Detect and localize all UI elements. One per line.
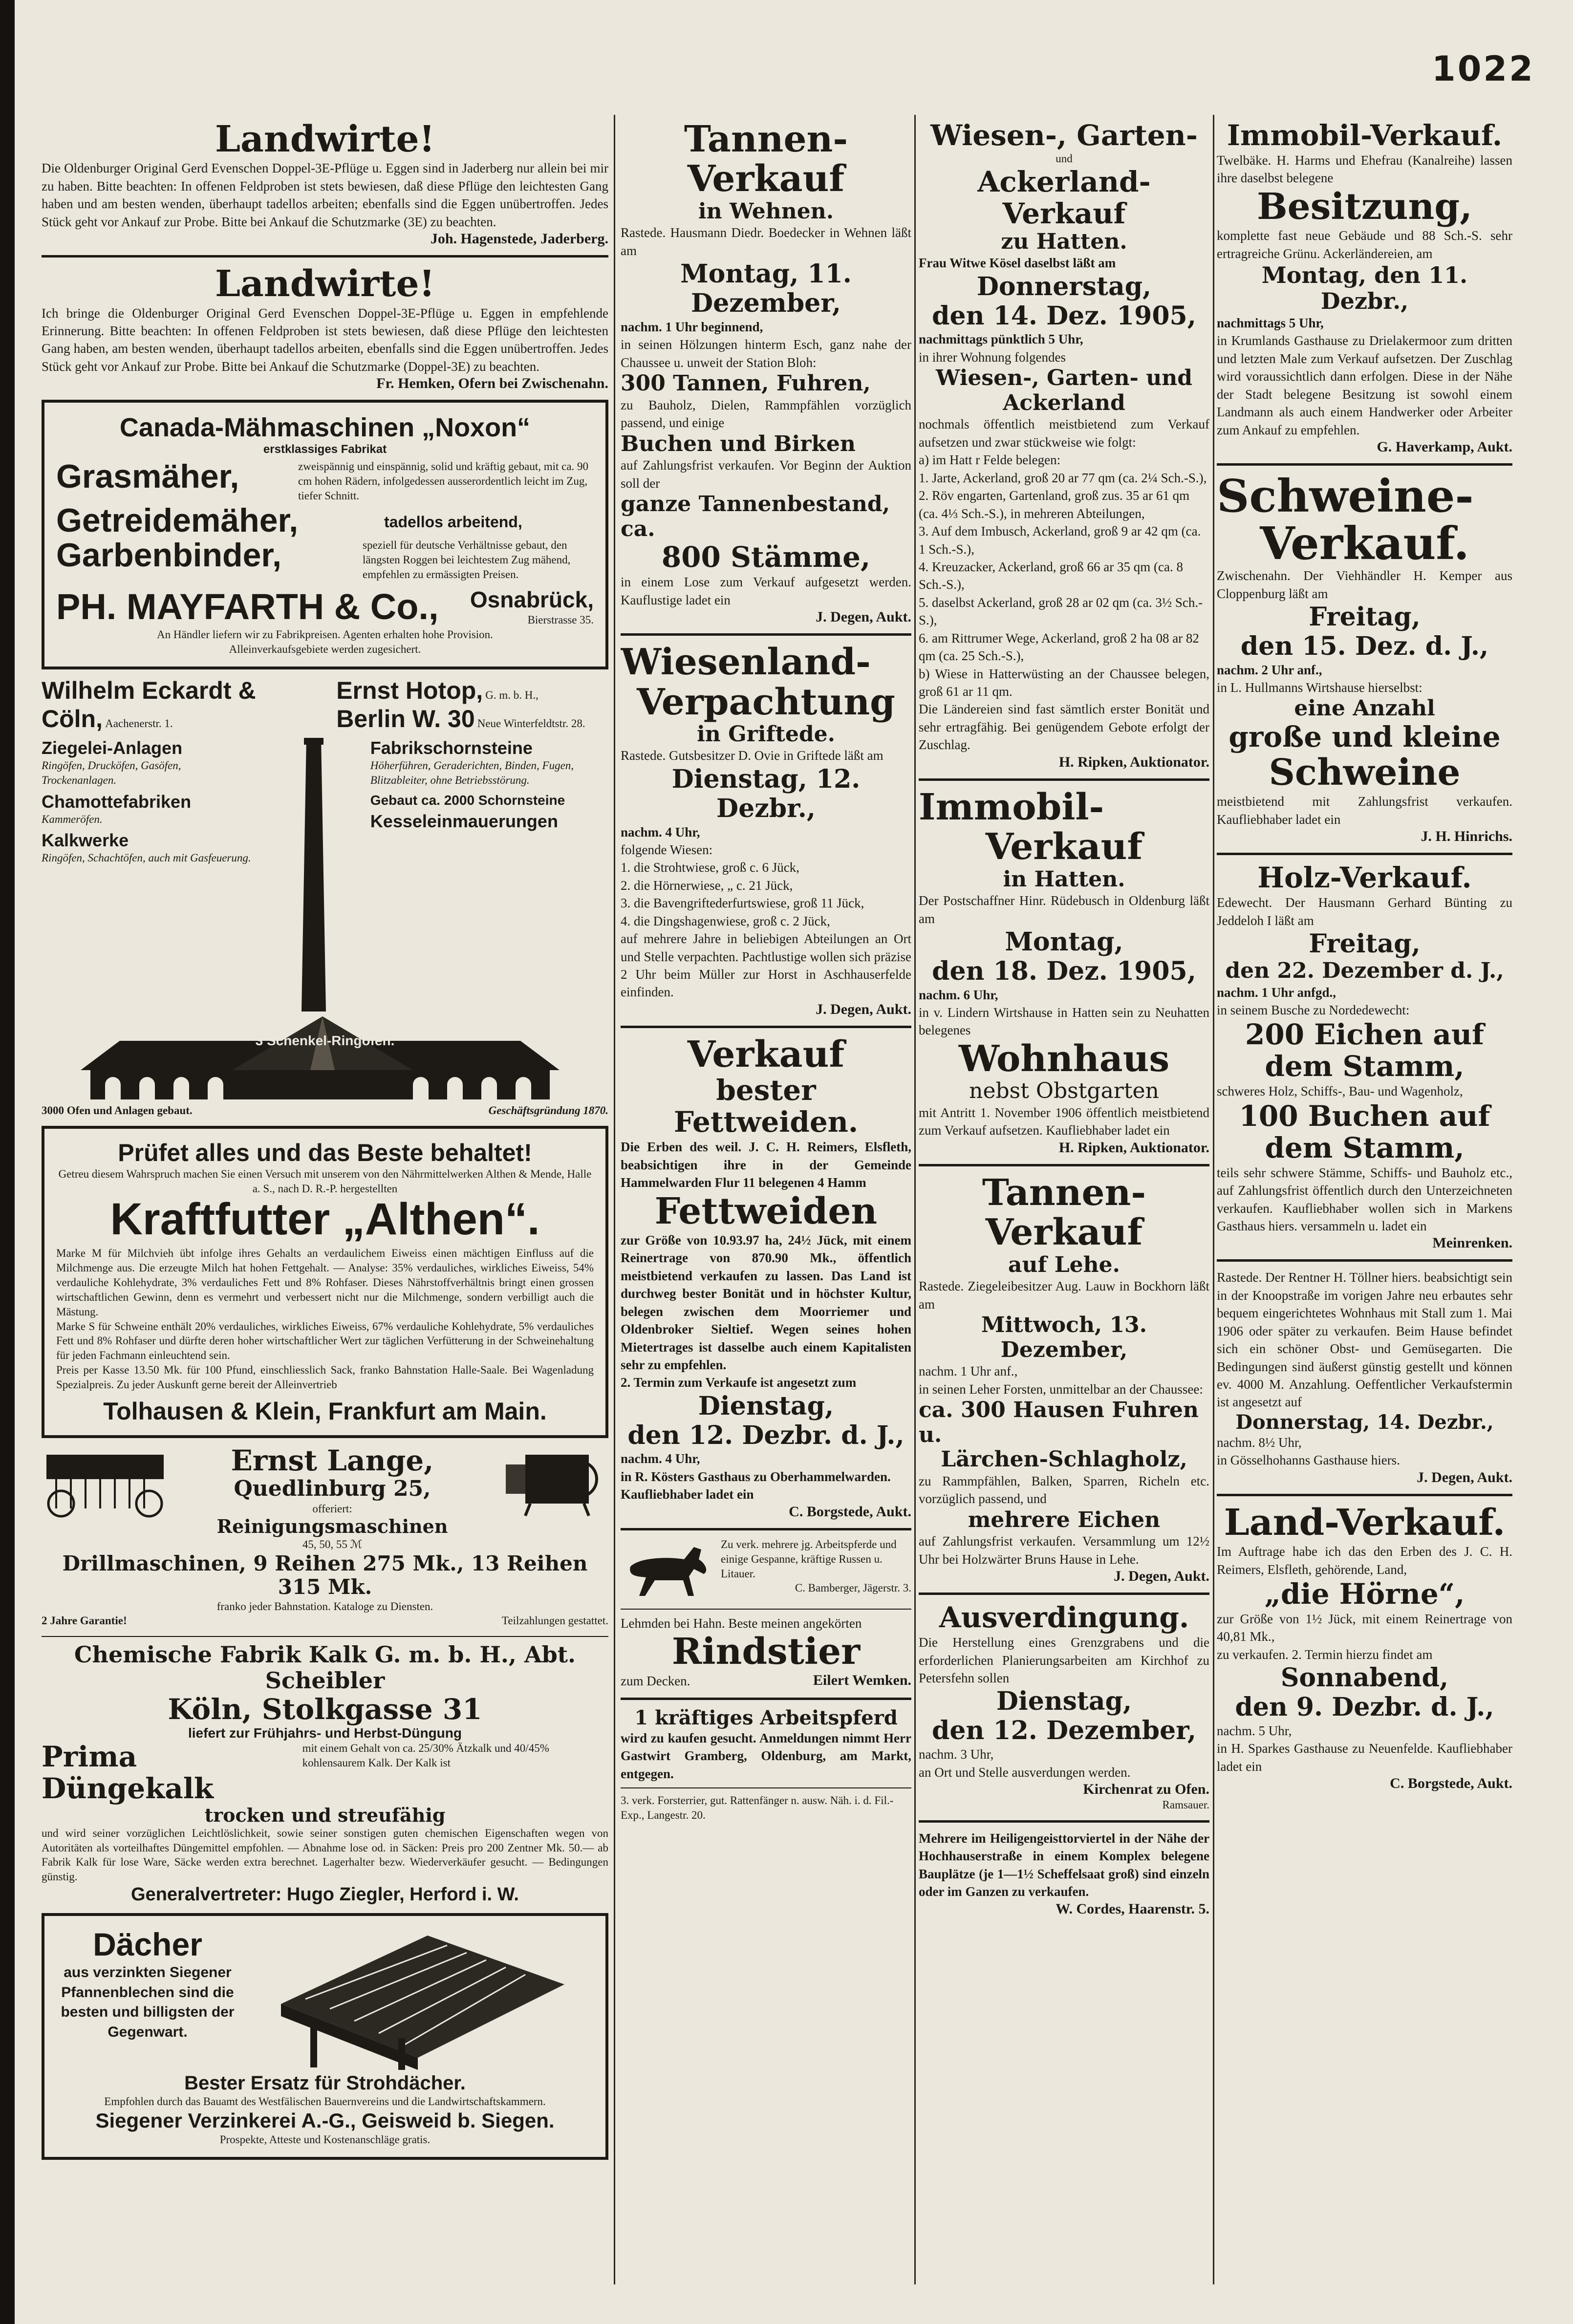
ad-title: Ausverdingung. bbox=[939, 1602, 1189, 1635]
ringofen-illustration bbox=[42, 1011, 603, 1104]
ad-body: wird zu kaufen gesucht. Anmeldungen nimmt Herr Gastwirt Gramberg, Oldenburg, am Markt, entgegen. bbox=[621, 1731, 911, 1781]
list-item: b) Wiese in Hatterwüsting an der Chaussee belegen, groß 61 ar 11 qm. bbox=[919, 666, 1209, 699]
ad-body: Lehmden bei Hahn. Beste meinen angekörten bbox=[621, 1615, 862, 1631]
ad-body: Die Erben des weil. J. C. H. Reimers, Elsfleth, beabsichtigen ihre in der Gemeinde Hammelwarden Flur 11 belegenen 4 Hamm bbox=[621, 1140, 911, 1190]
ad-body: zu verkaufen. 2. Termin hierzu findet am bbox=[1217, 1647, 1433, 1662]
divider bbox=[621, 633, 911, 636]
ad-title: Verkauf bbox=[687, 1034, 845, 1076]
agent: Generalvertreter: Hugo Ziegler, Herford i. W. bbox=[131, 1884, 519, 1905]
ad-body: in seinen Hölzungen hinterm Esch, ganz nahe der Chaussee u. unweit der Station Bloh: bbox=[621, 337, 911, 370]
divider bbox=[621, 1609, 911, 1610]
auction-date: Dienstag, bbox=[698, 1391, 834, 1421]
ad-intro: Getreu diesem Wahrspruch machen Sie einen Versuch mit unserem von den Nährmittelwerken Althen & Mende, Halle a. S., nach D. R.-P. hergestellten bbox=[58, 1167, 592, 1195]
ad-subtitle: auf Lehe. bbox=[1008, 1252, 1120, 1277]
ad-highlight: „die Hörne“, bbox=[1264, 1577, 1465, 1611]
ad-highlight: eine Anzahl bbox=[1294, 696, 1435, 721]
auction-date: den 15. Dez. d. J., bbox=[1240, 631, 1489, 661]
ad-body: in H. Sparkes Gasthause zu Neuenfelde. Kaufliebhaber ladet ein bbox=[1217, 1741, 1512, 1774]
ad-body: in v. Lindern Wirtshause in Hatten sein zu Neuhatten belegenes bbox=[919, 1005, 1209, 1038]
divider bbox=[621, 1026, 911, 1028]
ad-body: zur Größe von 1½ Jück, mit einem Reinertrage von 40,81 Mk., bbox=[1217, 1611, 1512, 1644]
product-name: Reinigungsmaschinen bbox=[216, 1515, 448, 1538]
ad-body: mit Antritt 1. November 1906 öffentlich meistbietend zum Verkauf aufsetzen. Kaufliebhaber ladet ein bbox=[919, 1105, 1209, 1138]
ad-terms: franko jeder Bahnstation. Kataloge zu Diensten. bbox=[216, 1600, 433, 1613]
ad-toellner bbox=[1217, 1269, 1512, 1485]
firm-name: Ernst Hotop, bbox=[336, 676, 483, 704]
list-item: 1. die Strohtwiese, groß c. 6 Jück, bbox=[621, 860, 799, 875]
ad-subhead: Bester Ersatz für Strohdächer. bbox=[184, 2072, 466, 2094]
ad-title: Immobil-Verkauf. bbox=[1227, 120, 1503, 152]
ad-highlight: 100 Buchen auf bbox=[1239, 1099, 1490, 1133]
divider bbox=[621, 1528, 911, 1530]
ad-title: Ackerland-Verkauf bbox=[977, 165, 1151, 230]
ad-highlight: Wohnhaus bbox=[958, 1037, 1170, 1080]
ad-body: Twelbäke. H. Harms und Ehefrau (Kanalreihe) lassen ihre daselbst belegene bbox=[1217, 152, 1512, 186]
ad-highlight: Lärchen-Schlagholz, bbox=[941, 1447, 1187, 1472]
divider bbox=[42, 255, 608, 258]
auction-place: in R. Kösters Gasthaus zu Oberhammelwarden. bbox=[621, 1469, 891, 1484]
ad-title: Tannen-Verkauf bbox=[982, 1173, 1146, 1254]
auction-time: nachmittags 5 Uhr, bbox=[1217, 315, 1324, 330]
installments: Teilzahlungen gestattet. bbox=[501, 1614, 608, 1627]
auction-date: Dienstag, 12. Dezbr., bbox=[671, 764, 861, 823]
ad-body: in Gösselhohanns Gasthause hiers. bbox=[1217, 1453, 1400, 1468]
product-garben: Garbenbinder, bbox=[56, 537, 281, 574]
ad-body: folgende Wiesen: bbox=[621, 842, 713, 857]
ad-body: auf mehrere Jahre in beliebigen Abteilungen an Ort und Stelle verpachten. Pachtlustige wollen sich präzise 2 Uhr beim Müller zur Horst in Aschhauserfelde einfinden. bbox=[621, 931, 911, 1000]
ad-heiligengeist bbox=[919, 1829, 1209, 1917]
ad-title: Canada-Mähmaschinen „Noxon“ bbox=[119, 413, 531, 443]
ad-highlight: 200 Eichen auf bbox=[1245, 1018, 1484, 1052]
firm-name: PH. MAYFARTH & Co., bbox=[56, 586, 439, 627]
firm-name: Wilhelm Eckardt & bbox=[42, 676, 256, 704]
ad-signature: Ramsauer. bbox=[1162, 1798, 1209, 1811]
product-getreide: Getreidemäher, bbox=[56, 501, 299, 539]
service-sub: Höherführen, Geraderichten, Binden, Fugen, Blitzableiter, ohne Betriebsstörung. bbox=[370, 759, 574, 786]
ad-highlight: Besitzung, bbox=[1257, 185, 1472, 228]
ad-paragraph: Marke S für Schweine enthält 20% verdauliches, wirkliches Eiweiss, 67% verdauliche Kohlehydrate, 5% verdauliches Fett und 8% Rohfaser und dürfte deren hoher wirtschaftlicher Wert zur täglichen Verfütterung in der Schweinehaltung für jeden Fachmann einleuchtend sein. bbox=[56, 1320, 594, 1362]
divider bbox=[919, 1592, 1209, 1595]
ad-paragraph: Preis per Kasse 13.50 Mk. für 100 Pfund, einschliesslich Sack, franko Bahnstation Halle-Saale. Bei Wagenladung Spezialpreis. Zu jeder Auskunft gerne bereit der Alleinvertrieb bbox=[56, 1364, 594, 1391]
column-rule bbox=[1213, 115, 1214, 2284]
divider bbox=[621, 1787, 911, 1788]
auction-date: den 9. Dezbr. d. J., bbox=[1235, 1692, 1494, 1722]
ad-title: Dächer bbox=[93, 1926, 202, 1963]
ad-headline: Prüfet alles und das Beste behaltet! bbox=[118, 1139, 532, 1166]
service-head: Kalkwerke bbox=[42, 830, 129, 851]
ad-title: Verkauf. bbox=[1260, 516, 1469, 570]
auction-date: den 22. Dezember d. J., bbox=[1225, 958, 1504, 983]
ad-note: Empfohlen durch das Bauamt des Westfälischen Bauernvereins und die Landwirtschaftskammern. bbox=[104, 2095, 546, 2108]
firm-name: Chemische Fabrik Kalk G. m. b. H., Abt. Scheibler bbox=[74, 1642, 576, 1694]
ad-highlight: dem Stamm, bbox=[1265, 1131, 1465, 1164]
firm-city: Köln, Stolkgasse 31 bbox=[168, 1693, 482, 1726]
roof-illustration bbox=[252, 1926, 594, 2072]
auction-time: nachmittags pünktlich 5 Uhr, bbox=[919, 332, 1083, 347]
ad-fettweiden bbox=[621, 1035, 911, 1520]
ad-holz bbox=[1217, 862, 1512, 1251]
ad-body: in ihrer Wohnung folgendes bbox=[919, 349, 1066, 365]
offer-label: offeriert: bbox=[312, 1502, 352, 1515]
list-item: 1. Jarte, Ackerland, groß 20 ar 77 qm (ca. 2¼ Sch.-S.), bbox=[919, 470, 1207, 485]
firm-city: Quedlinburg 25, bbox=[234, 1476, 431, 1501]
list-item: 4. die Dingshagenwiese, groß c. 2 Jück, bbox=[621, 913, 830, 928]
divider bbox=[919, 1164, 1209, 1166]
ad-highlight: Rindstier bbox=[671, 1631, 861, 1673]
binding-spine bbox=[0, 0, 15, 2324]
service-head: Gebaut ca. 2000 Schornsteine bbox=[370, 792, 565, 808]
product-note: mit einem Gehalt von ca. 25/30% Ätzkalk und 40/45% kohlensaurem Kalk. Der Kalk ist bbox=[302, 1742, 549, 1769]
ad-title: Landwirte! bbox=[215, 120, 435, 160]
column-2 bbox=[621, 115, 911, 2284]
ad-signature: Kirchenrat zu Ofen. bbox=[1083, 1781, 1209, 1797]
firm-gmbh: G. m. b. H., bbox=[485, 689, 539, 701]
product-note: tadellos arbeitend, bbox=[384, 513, 522, 531]
ad-body: nochmals öffentlich meistbietend zum Verkauf aufsetzen und zwar stückweise wie folgt: bbox=[919, 417, 1209, 450]
ad-kalk bbox=[42, 1642, 608, 1905]
ad-body: Ich bringe die Oldenburger Original Gerd Evenschen Doppel-3E-Pflüge u. Eggen in empfehlende Erinnerung. Bitte beachten: In offenen Feldproben ist stets bewiesen, daß diese Pflüge den leichtesten Gang haben, am besten wenden, überhaupt tadellos arbeiten, ebenfalls sind die Eggen unübertroffen. Jedes Stück geht vor Ankauf zur Probe. Bitte bei Ankauf die Schutzmarke (Doppel-3E) zu beachten. bbox=[42, 305, 608, 374]
ad-body: Rastede. Der Rentner H. Töllner hiers. beabsichtigt sein in der Knoopstraße im vorigen Jahre neu erbautes sehr bequem eingerichtetes Wohnhaus mit Stall zum 1. Mai 1906 oder später zu verkaufen. Beim Hause befindet sich ein schöner Obst- und Gemüsegarten. Die Bedingungen sind äußerst günstig gestellt und können ev. 4000 M. Anzahlung. Oeffentlicher Verkaufstermin ist angesetzt auf bbox=[1217, 1270, 1512, 1410]
ad-body: Rastede. Hausmann Diedr. Boedecker in Wehnen läßt am bbox=[621, 225, 911, 258]
ad-body: Kaufliebhaber ladet ein bbox=[621, 1487, 754, 1502]
firm-city: Berlin W. 30 bbox=[336, 705, 475, 732]
firm-street: Neue Winterfeldtstr. 28. bbox=[477, 717, 585, 730]
service-sub: Ringöfen, Drucköfen, Gasöfen, Trockenanlagen. bbox=[42, 759, 181, 786]
ad-highlight: Ackerland bbox=[1003, 390, 1125, 415]
ad-line: liefert zur Frühjahrs- und Herbst-Düngung bbox=[188, 1725, 462, 1741]
stat-left: 3000 Ofen und Anlagen gebaut. bbox=[42, 1104, 193, 1117]
ad-eckardt-hotop bbox=[42, 676, 608, 1118]
ad-body: zu Rammpfählen, Balken, Sparren, Richeln etc. vorzüglich passend, und bbox=[919, 1473, 1209, 1506]
auction-time: nachm. 6 Uhr, bbox=[919, 987, 998, 1002]
ad-title: Verpachtung bbox=[637, 681, 895, 723]
list-item: 6. am Rittrumer Wege, Ackerland, groß 2 ha 08 ar 82 qm (ca. 25 Sch.-S.), bbox=[919, 630, 1199, 664]
ad-subtitle: in Wehnen. bbox=[698, 198, 834, 224]
firm-city: Osnabrück, bbox=[470, 587, 594, 613]
column-3 bbox=[919, 115, 1209, 2284]
product-prices: 45, 50, 55 ℳ bbox=[302, 1538, 363, 1551]
ad-lange bbox=[42, 1445, 608, 1628]
auction-date: Montag, den 11. Dezbr., bbox=[1261, 262, 1468, 314]
auction-date: Freitag, bbox=[1309, 929, 1421, 959]
ad-title: Tannen-Verkauf bbox=[684, 120, 848, 200]
divider bbox=[1217, 463, 1512, 466]
list-item: 2. die Hörnerwiese, „ c. 21 Jück, bbox=[621, 878, 793, 893]
list-item: 2. Röv engarten, Gartenland, groß zus. 35 ar 61 qm (ca. 4⅓ Sch.-S.), in mehreren Abteilungen, bbox=[919, 488, 1190, 521]
auction-date: den 12. Dezbr. d. J., bbox=[627, 1420, 905, 1450]
ad-noxon bbox=[42, 400, 608, 669]
ad-signature: H. Ripken, Auktionator. bbox=[1058, 753, 1209, 770]
ad-ausverdingung bbox=[919, 1602, 1209, 1812]
ad-subtitle: zu Hatten. bbox=[1001, 229, 1127, 254]
firm-name: Siegener Verzinkerei A.-G., Geisweid b. Siegen. bbox=[95, 2109, 555, 2132]
ad-line: Alleinverkaufsgebiete werden zugesichert. bbox=[229, 643, 421, 655]
auction-time: nachm. 1 Uhr anf., bbox=[919, 1364, 1018, 1379]
ad-signature: Eilert Wemken. bbox=[813, 1672, 911, 1688]
ad-highlight: mehrere Eichen bbox=[968, 1507, 1161, 1532]
auction-date: den 12. Dezember, bbox=[932, 1716, 1196, 1746]
ad-highlight: Schweine bbox=[1269, 752, 1461, 794]
auction-time: nachm. 1 Uhr anfgd., bbox=[1217, 985, 1336, 1000]
service-sub: Ringöfen, Schachtöfen, auch mit Gasfeuerung. bbox=[42, 852, 251, 864]
ad-title: bester Fettweiden. bbox=[673, 1074, 859, 1139]
ad-schweine bbox=[1217, 473, 1512, 845]
auction-time: nachm. 5 Uhr, bbox=[1217, 1723, 1292, 1738]
ad-signature: Joh. Hagenstede, Jaderberg. bbox=[430, 231, 608, 247]
ad-foot: Prospekte, Atteste und Kostenanschläge gratis. bbox=[219, 2133, 431, 2146]
ad-immobil-hatten bbox=[919, 788, 1209, 1156]
auction-date: den 14. Dez. 1905, bbox=[932, 301, 1196, 331]
auction-date: Donnerstag, 14. Dezbr., bbox=[1235, 1410, 1494, 1434]
ad-tannen-wehnen bbox=[621, 120, 911, 625]
ad-rindstier bbox=[621, 1614, 911, 1690]
auction-date: Montag, bbox=[1005, 927, 1123, 957]
auction-time: nachm. 1 Uhr beginnend, bbox=[621, 319, 763, 334]
divider bbox=[919, 1820, 1209, 1823]
ad-subtitle: in Griftede. bbox=[697, 721, 835, 747]
ad-immobil-twelbaeke bbox=[1217, 120, 1512, 455]
ad-highlight: Buchen und Birken bbox=[621, 431, 856, 456]
firm-name: Tolhausen & Klein, Frankfurt am Main. bbox=[103, 1397, 547, 1425]
ad-title: Holz-Verkauf. bbox=[1257, 862, 1472, 895]
ad-signature: Meinrenken. bbox=[1432, 1235, 1512, 1251]
auction-date: Montag, 11. Dezember, bbox=[680, 259, 852, 319]
ad-body: in L. Hullmanns Wirtshause hierselbst: bbox=[1217, 680, 1422, 695]
ad-body: zu Bauholz, Dielen, Rammpfählen vorzüglich passend, und einige bbox=[621, 397, 911, 430]
list-subhead: a) im Hatt r Felde belegen: bbox=[919, 452, 1061, 468]
divider bbox=[919, 778, 1209, 781]
divider bbox=[1217, 1494, 1512, 1496]
ad-title: Schweine- bbox=[1217, 472, 1474, 522]
ad-title: 1 kräftiges Arbeitspferd bbox=[634, 1707, 898, 1729]
ad-body: zur Größe von 10.93.97 ha, 24½ Jück, mit einem Reinertrage von 870.90 Mk., öffentlich meistbietend verkaufen zu lassen. Das Land ist durchweg bester Bonität und in höchster Kultur, belegen zwischen dem Moorriemer und Oldenbroker Sieltief. Wegen seines hohen Mietertrages ist dasselbe auch einem Kapitalisten sehr zu empfehlen. bbox=[621, 1232, 911, 1372]
firm-name: Ernst Lange, bbox=[231, 1444, 434, 1477]
divider bbox=[1217, 1259, 1512, 1262]
ad-body: teils sehr schwere Stämme, Schiffs- und Bauholz etc., auf Zahlungsfrist öffentlich durch den Unterzeichneten verkaufen. Kaufliebhaber wollen sich in Markens Gasthaus hiers. versammeln u. ladet ein bbox=[1217, 1165, 1512, 1233]
ad-signature: W. Cordes, Haarenstr. 5. bbox=[1056, 1900, 1209, 1917]
divider bbox=[621, 1698, 911, 1700]
ad-body: 2. Termin zum Verkaufe ist angesetzt zum bbox=[621, 1375, 857, 1390]
auction-date: Dienstag, bbox=[996, 1686, 1132, 1717]
auction-date: Mittwoch, 13. Dezember, bbox=[981, 1313, 1147, 1362]
ad-body: aus verzinkten Siegener Pfannenblechen sind die besten und billigsten der Gegenwart. bbox=[61, 1964, 235, 2040]
firm-street: Aachenerstr. 1. bbox=[105, 717, 173, 730]
ad-horses bbox=[621, 1537, 911, 1601]
ad-highlight: ganze Tannenbestand, ca. bbox=[621, 492, 890, 541]
drill-offer: Drillmaschinen, 9 Reihen 275 Mk., 13 Reihen 315 Mk. bbox=[62, 1551, 588, 1599]
divider bbox=[1217, 853, 1512, 855]
service-head: Kesseleinmauerungen bbox=[370, 811, 558, 831]
list-item: 4. Kreuzacker, Ackerland, groß 66 ar 35 qm (ca. 8 Sch.-S.), bbox=[919, 559, 1183, 592]
service-head: Fabrikschornsteine bbox=[370, 737, 533, 758]
product-note: speziell für deutsche Verhältnisse gebaut, den längsten Roggen bei leichtestem Zug mähend, empfehlen zu ermässigten Preisen. bbox=[363, 539, 571, 581]
auction-date: Donnerstag, bbox=[976, 271, 1152, 301]
ad-title: Verkauf bbox=[985, 826, 1143, 868]
ad-body: Rastede. Ziegeleibesitzer Aug. Lauw in Bockhorn läßt am bbox=[919, 1279, 1209, 1312]
ad-landwirte-hagenstede bbox=[42, 120, 608, 247]
auction-date: den 18. Dez. 1905, bbox=[932, 956, 1196, 986]
ad-wiesenland bbox=[621, 643, 911, 1018]
ad-body: in einem Lose zum Verkauf aufgesetzt werden. Kauflustige ladet ein bbox=[621, 575, 911, 607]
list-item: 5. daselbst Ackerland, groß 28 ar 02 qm (ca. 3½ Sch.-S.), bbox=[919, 595, 1203, 628]
ad-body: Die Ländereien sind fast sämtlich erster Bonität und sehr ertragfähig. Bei genügendem Gebote erfolgt der Zuschlag. bbox=[919, 702, 1209, 753]
ad-body: Frau Witwe Kösel daselbst läßt am bbox=[919, 256, 1116, 271]
ad-title: Land-Verkauf. bbox=[1224, 1503, 1506, 1544]
ad-signature: C. Borgstede, Aukt. bbox=[789, 1503, 911, 1520]
divider bbox=[42, 1636, 608, 1637]
auction-time: nachm. 8½ Uhr, bbox=[1217, 1435, 1302, 1450]
product-note: zweispännig und einspännig, solid und kräftig gebaut, mit ca. 90 cm hohen Rädern, infolgedessen ausserordentlich leicht im Zug, tiefer Schnitt. bbox=[298, 460, 589, 502]
ad-althen bbox=[42, 1126, 608, 1438]
ad-body: Die Herstellung eines Grenzgrabens und die erforderlichen Planierungsarbeiten am Kirchhof zu Petersfehn sollen bbox=[919, 1635, 1209, 1686]
product-name: Prima Düngekalk bbox=[42, 1740, 214, 1806]
ad-body: zum Decken. bbox=[621, 1673, 690, 1688]
cleaning-machine-illustration bbox=[496, 1445, 608, 1518]
list-item: 3. die Bavengriftederfurtswiese, groß 11 Jück, bbox=[621, 896, 864, 911]
horse-icon bbox=[621, 1537, 713, 1601]
ad-signature: H. Ripken, Auktionator. bbox=[1058, 1139, 1209, 1156]
ad-body: meistbietend mit Zahlungsfrist verkaufen. Kaufliebhaber ladet ein bbox=[1217, 794, 1512, 827]
ad-title: Wiesen-, Garten- bbox=[930, 120, 1198, 152]
ad-signature: G. Haverkamp, Aukt. bbox=[1377, 438, 1512, 455]
auction-date: Freitag, bbox=[1309, 602, 1421, 632]
auction-time: nachm. 4 Uhr, bbox=[621, 824, 700, 839]
ad-body: Der Postschaffner Hinr. Rüdebusch in Oldenburg läßt am bbox=[919, 893, 1209, 926]
ad-signature: J. Degen, Aukt. bbox=[1114, 1568, 1209, 1585]
ad-title: Immobil- bbox=[919, 787, 1104, 828]
ad-subtitle: in Hatten. bbox=[1003, 866, 1125, 892]
chimney-illustration bbox=[284, 738, 343, 1011]
service-head: Chamottefabriken bbox=[42, 791, 192, 812]
product-quality: trocken und streufähig bbox=[204, 1804, 446, 1826]
ad-foot: 3. verk. Forsterrier, gut. Rattenfänger n. ausw. Näh. i. d. Fil.-Exp., Langestr. 20. bbox=[621, 1794, 894, 1822]
service-sub: Kammeröfen. bbox=[42, 813, 103, 825]
ad-body: Im Auftrage habe ich das den Erben des J. C. H. Reimers, Elsfleth, gehörende, Land, bbox=[1217, 1544, 1512, 1577]
ad-body: schweres Holz, Schiffs-, Bau- und Wagenholz, bbox=[1217, 1084, 1463, 1099]
ad-body: Zwischenahn. Der Viehhändler H. Kemper aus Cloppenburg läßt am bbox=[1217, 568, 1512, 601]
auction-time: nachm. 2 Uhr anf., bbox=[1217, 662, 1322, 677]
ad-paragraph: Marke M für Milchvieh übt infolge ihres Gehalts an verdaulichem Eiweiss einen mächtigen Einfluss auf die Milchmenge aus. Die erzeugte Milch hat hohen Fettgehalt. — Analyse: 35% verdauliches, wirkliches Eiweiss, 54% verdauliche Kohlehydrate, 3% verdauliches Fett und 8% Rohfaser. Dieses Nährstoffverhältnis bringt einen grossen wirtschaftlichen Gewinn, denn es vermehrt und verbessert nicht nur die Milchmenge, sondern verbilligt auch die Mästung. bbox=[56, 1247, 594, 1318]
firm-city: Cöln, bbox=[42, 705, 103, 732]
auction-time: nachm. 3 Uhr, bbox=[919, 1747, 994, 1762]
ad-body: in seinem Busche zu Nordedewecht: bbox=[1217, 1002, 1410, 1017]
ad-body: Edewecht. Der Hausmann Gerhard Bünting zu Jeddeloh I läßt am bbox=[1217, 895, 1512, 928]
ad-line: An Händler liefern wir zu Fabrikpreisen. Agenten erhalten hohe Provision. bbox=[157, 628, 493, 641]
product-grasmaher: Grasmäher, bbox=[56, 458, 239, 495]
ad-body: an Ort und Stelle ausverdungen werden. bbox=[919, 1765, 1131, 1780]
ad-signature: J. Degen, Aukt. bbox=[816, 1001, 911, 1017]
ad-body: auf Zahlungsfrist verkaufen. Vor Beginn der Auktion soll der bbox=[621, 458, 911, 491]
ad-daecher bbox=[42, 1913, 608, 2160]
ad-highlight: nebst Obstgarten bbox=[969, 1078, 1159, 1104]
ad-highlight: ca. 300 Hausen Fuhren u. bbox=[919, 1398, 1199, 1447]
ad-body: Mehrere im Heiligengeisttorviertel in der Nähe der Hochhauserstraße in einem Komplex belegene Bauplätze (je 1—1½ Scheffelsaat groß) sind einzeln oder im Ganzen zu verkaufen. bbox=[919, 1830, 1209, 1899]
ad-subtitle: erstklassiges Fabrikat bbox=[263, 443, 387, 456]
ad-title: und bbox=[1056, 152, 1073, 165]
ad-landverkauf bbox=[1217, 1503, 1512, 1792]
ad-body: in Krumlands Gasthause zu Drielakermoor zum dritten und letzten Male zum Verkauf aufsetzen. Der Zuschlag wird voraussichtlich dann erfolgen. Diese in der Nähe der Stadt belegene Besitzung ist sowohl einem Landmann als auch einem Handwerker oder Arbeiter zum Ankauf zu empfehlen. bbox=[1217, 333, 1512, 437]
ad-body: komplette fast neue Gebäude und 88 Sch.-S. sehr ertragreiche Grünu. Ackerländereien, am bbox=[1217, 228, 1512, 261]
ad-highlight: Fettweiden bbox=[654, 1190, 878, 1232]
firm-street: Bierstrasse 35. bbox=[527, 614, 594, 626]
ad-highlight: große und kleine bbox=[1228, 720, 1501, 754]
page-number: 1022 bbox=[1432, 49, 1535, 89]
ad-signature: J. Degen, Aukt. bbox=[816, 609, 911, 625]
oven-label: 3 Schenkel-Ringofen. bbox=[255, 1033, 395, 1048]
ad-arbeitspferd bbox=[621, 1707, 911, 1823]
ad-body: in seinen Leher Forsten, unmittelbar an der Chaussee: bbox=[919, 1381, 1203, 1397]
product-name: Kraftfutter „Althen“. bbox=[110, 1194, 540, 1245]
ad-title: Wiesenland- bbox=[621, 643, 871, 684]
stat-right: Geschäftsgründung 1870. bbox=[488, 1104, 608, 1117]
ad-title: Landwirte! bbox=[215, 264, 435, 305]
ad-landwirte-hemken bbox=[42, 264, 608, 392]
service-head: Ziegelei-Anlagen bbox=[42, 737, 183, 758]
ad-body: Zu verk. mehrere jg. Arbeitspferde und einige Gespanne, kräftige Russen u. Litauer. bbox=[721, 1538, 897, 1580]
ad-signature: J. Degen, Aukt. bbox=[1417, 1469, 1512, 1485]
ad-highlight: 800 Stämme, bbox=[661, 540, 871, 574]
auction-time: nachm. 4 Uhr, bbox=[621, 1451, 700, 1466]
ad-body: Rastede. Gutsbesitzer D. Ovie in Griftede läßt am bbox=[621, 748, 883, 763]
column-1 bbox=[42, 115, 608, 2284]
column-rule bbox=[914, 115, 916, 2284]
ad-highlight: dem Stamm, bbox=[1265, 1050, 1465, 1083]
column-4 bbox=[1217, 115, 1512, 2284]
list-item: 3. Auf dem Imbusch, Ackerland, groß 9 ar 42 qm (ca. 1 Sch.-S.), bbox=[919, 524, 1201, 557]
auction-date: Sonnabend, bbox=[1280, 1663, 1449, 1693]
ad-body: und wird seiner vorzüglichen Leichtlöslichkeit, sowie seiner sonstigen guten chemischen Eigenschaften wegen von Autoritäten als vorteilhaftes Düngemittel empfohlen. — Abnahme lose od. in Säcken: Preis pro 200 Zentner Mk. 50.— ab Fabrik Kalk für lose Ware, Säcke werden extra berechnet. Lagerhalter bezw. Wiederverkäufer gesucht. — Bedingungen günstig. bbox=[42, 1827, 608, 1883]
seed-drill-illustration bbox=[42, 1445, 169, 1518]
column-rule bbox=[614, 115, 615, 2284]
ad-signature: C. Borgstede, Aukt. bbox=[1390, 1775, 1512, 1792]
ad-signature: J. H. Hinrichs. bbox=[1421, 828, 1512, 845]
ad-highlight: Wiesen-, Garten- und bbox=[936, 366, 1192, 391]
ad-body: Die Oldenburger Original Gerd Evenschen Doppel-3E-Pflüge u. Eggen sind in Jaderberg nur allein bei mir zu haben. Bitte beachten: In offenen Feldproben ist stets bewiesen, daß diese Pflüge den leichtesten Gang haben und am besten wenden, überhaupt tadellos arbeiten; ebenfalls sind die Eggen unübertroffen. Jedes Stück geht vor Ankauf zur Probe. Bitte bei Ankauf die Schutzmarke (3E) zu beachten. bbox=[42, 161, 608, 229]
ad-highlight: 300 Tannen, Fuhren, bbox=[621, 371, 871, 396]
ad-signature: Fr. Hemken, Ofern bei Zwischenahn. bbox=[376, 375, 608, 392]
ad-signature: C. Bamberger, Jägerstr. 3. bbox=[795, 1582, 911, 1594]
ad-tannen-lehe bbox=[919, 1173, 1209, 1585]
ad-wiesen-hatten bbox=[919, 120, 1209, 771]
guarantee: 2 Jahre Garantie! bbox=[42, 1614, 127, 1627]
ad-body: auf Zahlungsfrist verkaufen. Versammlung um 12½ Uhr bei Holzwärter Bruns Hause in Lehe. bbox=[919, 1534, 1209, 1567]
